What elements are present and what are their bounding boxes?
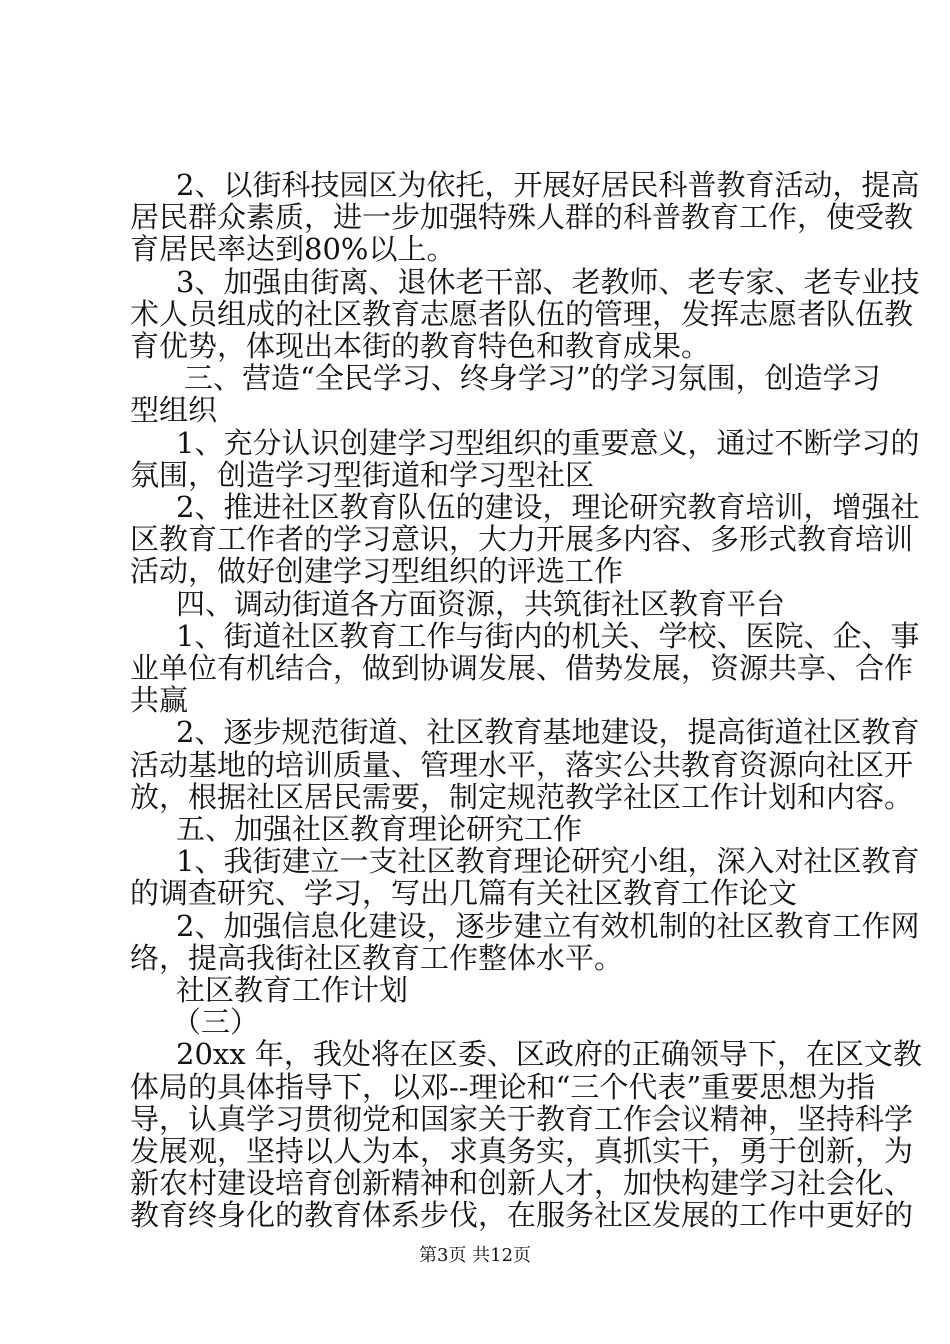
paragraph-line: 1、街道社区教育工作与街内的机关、学校、医院、企、事 [176, 619, 920, 653]
paragraph-line: 育优势，体现出本街的教育特色和教育成果。 [130, 329, 711, 363]
paragraph-line: 的调查研究、学习，写出几篇有关社区教育工作论文 [130, 876, 798, 910]
document-subtitle: （三） [172, 1005, 260, 1039]
paragraph-line: 体局的具体指导下，以邓--理论和“三个代表”重要思想为指 [130, 1070, 876, 1104]
paragraph-line: 新农村建设培育创新精神和创新人才，加快构建学习社会化、 [130, 1166, 914, 1200]
section-heading: 五、加强社区教育理论研究工作 [176, 812, 583, 846]
page-number-footer: 第3页 共12页 [418, 1245, 532, 1266]
paragraph-line: 2、推进社区教育队伍的建设，理论研究教育培训，增强社 [176, 490, 920, 524]
paragraph-line: 1、我街建立一支社区教育理论研究小组，深入对社区教育 [176, 844, 920, 878]
paragraph-line: 导，认真学习贯彻党和国家关于教育工作会议精神，坚持科学 [130, 1102, 914, 1136]
section-heading: 型组织 [130, 393, 218, 427]
document-title: 社区教育工作计划 [176, 973, 409, 1007]
paragraph-line: 放，根据社区居民需要，制定规范教学社区工作计划和内容。 [130, 780, 914, 814]
paragraph-line: 2、以街科技园区为依托，开展好居民科普教育活动，提高 [176, 168, 920, 202]
paragraph-line: 2、逐步规范街道、社区教育基地建设，提高街道社区教育 [176, 715, 920, 749]
paragraph-line: 居民群众素质，进一步加强特殊人群的科普教育工作，使受教 [130, 200, 914, 234]
paragraph-line: 3、加强由街离、退休老干部、老教师、老专家、老专业技 [176, 265, 920, 299]
paragraph-line: 1、充分认识创建学习型组织的重要意义，通过不断学习的 [176, 426, 920, 460]
section-heading: 四、调动街道各方面资源，共筑街社区教育平台 [176, 587, 786, 621]
paragraph-line: 业单位有机结合，做到协调发展、借势发展，资源共享、合作 [130, 651, 914, 685]
paragraph-line: 络，提高我街社区教育工作整体水平。 [130, 941, 624, 975]
paragraph-line: 活动基地的培训质量、管理水平，落实公共教育资源向社区开 [130, 748, 914, 782]
paragraph-line: 教育终身化的教育体系步伐，在服务社区发展的工作中更好的 [130, 1198, 914, 1232]
paragraph-line: 20xx 年，我处将在区委、区政府的正确领导下，在区文教 [176, 1037, 922, 1071]
paragraph-line: 区教育工作者的学习意识，大力开展多内容、多形式教育培训 [130, 522, 914, 556]
paragraph-line: 育居民率达到80%以上。 [130, 232, 456, 266]
paragraph-line: 活动，做好创建学习型组织的评选工作 [130, 554, 624, 588]
paragraph-line: 发展观，坚持以人为本，求真务实，真抓实干，勇于创新，为 [130, 1134, 914, 1168]
section-heading: 三、营造“全民学习、终身学习”的学习氛围，创造学习 [184, 361, 881, 395]
paragraph-line: 氛围，创造学习型街道和学习型社区 [130, 458, 595, 492]
paragraph-line: 术人员组成的社区教育志愿者队伍的管理，发挥志愿者队伍教 [130, 297, 914, 331]
paragraph-line: 共赢 [130, 683, 189, 717]
paragraph-line: 2、加强信息化建设，逐步建立有效机制的社区教育工作网 [176, 909, 920, 943]
